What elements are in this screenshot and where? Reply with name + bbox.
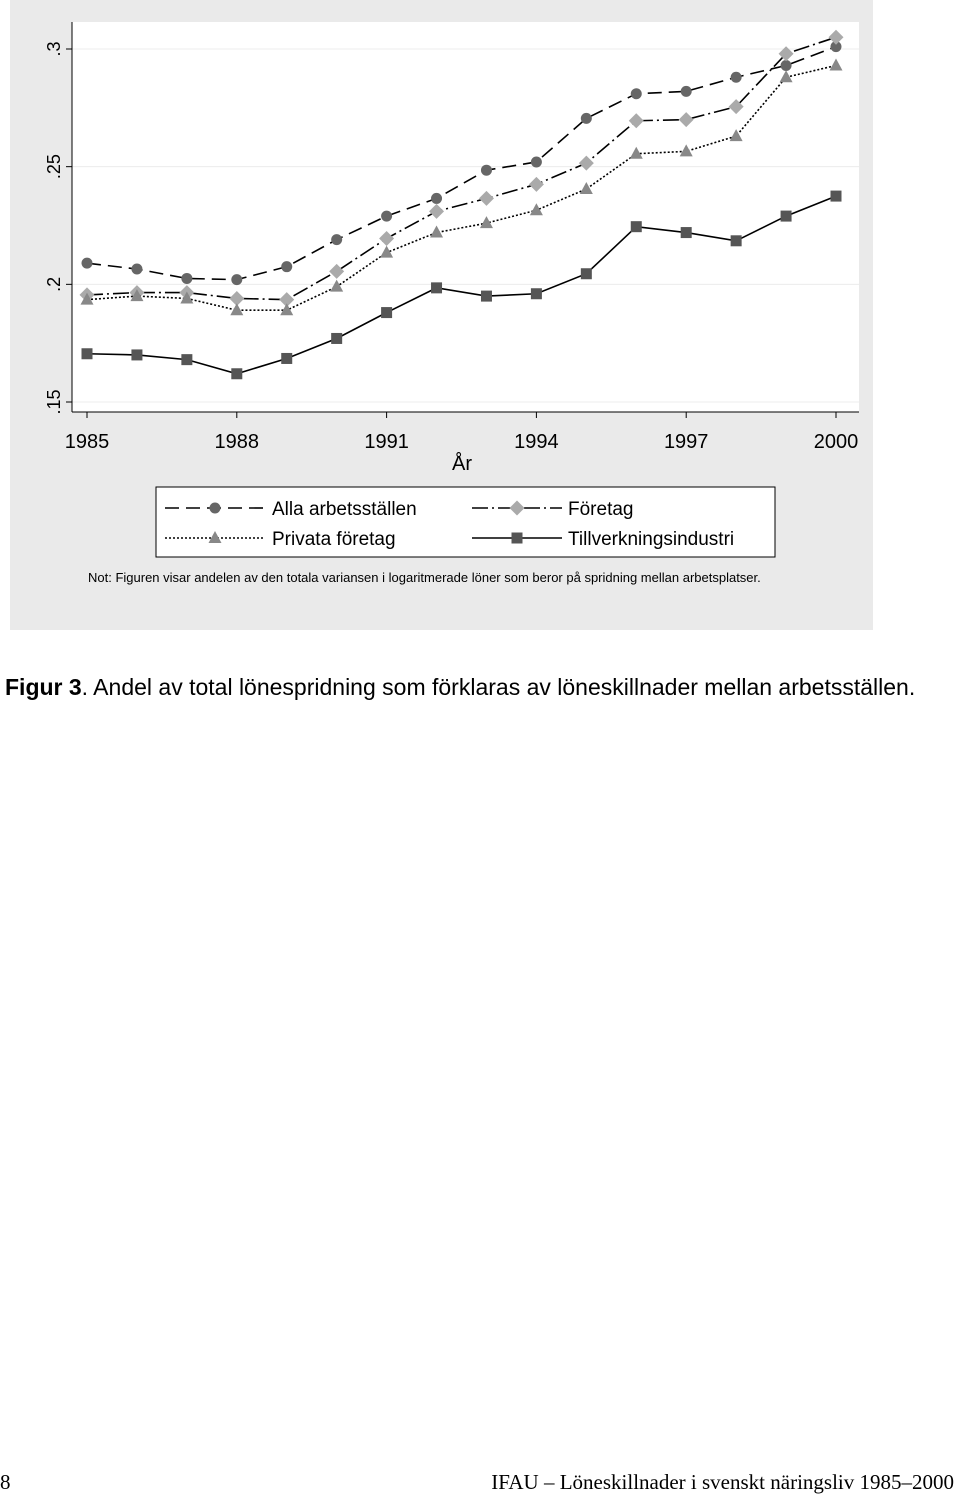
y-tick-label: .15 xyxy=(44,389,64,415)
page-number: 8 xyxy=(0,1470,11,1494)
data-point xyxy=(381,307,392,318)
data-point xyxy=(131,349,142,360)
data-point xyxy=(181,354,192,365)
data-point xyxy=(431,282,442,293)
data-point xyxy=(631,88,642,99)
data-point xyxy=(781,60,792,71)
legend-label: Alla arbetsställen xyxy=(272,499,417,520)
data-point xyxy=(281,261,292,272)
x-tick-label: 1994 xyxy=(514,431,559,453)
data-point xyxy=(231,274,242,285)
data-point xyxy=(681,86,692,97)
legend-label: Tillverkningsindustri xyxy=(568,529,735,550)
y-tick-label: .3 xyxy=(44,41,64,57)
data-point xyxy=(631,221,642,232)
x-tick-label: 1988 xyxy=(214,431,260,453)
plot-area xyxy=(72,22,859,412)
legend-label: Företag xyxy=(568,499,634,520)
data-point xyxy=(781,211,792,222)
data-point xyxy=(181,273,192,284)
x-axis-title: År xyxy=(452,453,472,475)
data-point xyxy=(481,291,492,302)
data-point xyxy=(281,353,292,364)
figure-caption xyxy=(5,672,955,702)
data-point xyxy=(331,333,342,344)
footer-title: IFAU – Löneskillnader i svenskt näringsliv 1985–2000 xyxy=(491,1470,954,1494)
y-tick-label: .25 xyxy=(44,154,64,180)
x-tick-label: 1997 xyxy=(663,431,709,453)
figure-caption-text: . Andel av total lönespridning som förklaras av löneskillnader mellan arbetsställen. xyxy=(81,674,916,700)
data-point xyxy=(731,72,742,83)
data-point xyxy=(531,288,542,299)
data-point xyxy=(331,234,342,245)
chart-note: Not: Figuren visar andelen av den totala variansen i logaritmerade löner som beror på spridning mellan arbetsplatser. xyxy=(88,570,761,585)
data-point xyxy=(531,156,542,167)
y-tick-label: .2 xyxy=(44,276,64,292)
data-point xyxy=(381,211,392,222)
legend xyxy=(156,487,775,557)
figure-label: Figur 3 xyxy=(5,674,82,700)
data-point xyxy=(431,193,442,204)
line-chart xyxy=(10,0,873,630)
data-point xyxy=(831,191,842,202)
data-point xyxy=(512,533,523,544)
data-point xyxy=(82,258,93,269)
data-point xyxy=(131,264,142,275)
legend-label: Privata företag xyxy=(272,529,396,550)
data-point xyxy=(681,227,692,238)
x-tick-label: 2000 xyxy=(813,431,859,453)
data-point xyxy=(231,368,242,379)
data-point xyxy=(731,235,742,246)
data-point xyxy=(581,268,592,279)
data-point xyxy=(82,348,93,359)
data-point xyxy=(210,503,221,514)
x-tick-label: 1985 xyxy=(64,431,110,453)
data-point xyxy=(481,165,492,176)
chart-panel xyxy=(10,0,873,630)
data-point xyxy=(581,113,592,124)
x-tick-label: 1991 xyxy=(364,431,409,453)
